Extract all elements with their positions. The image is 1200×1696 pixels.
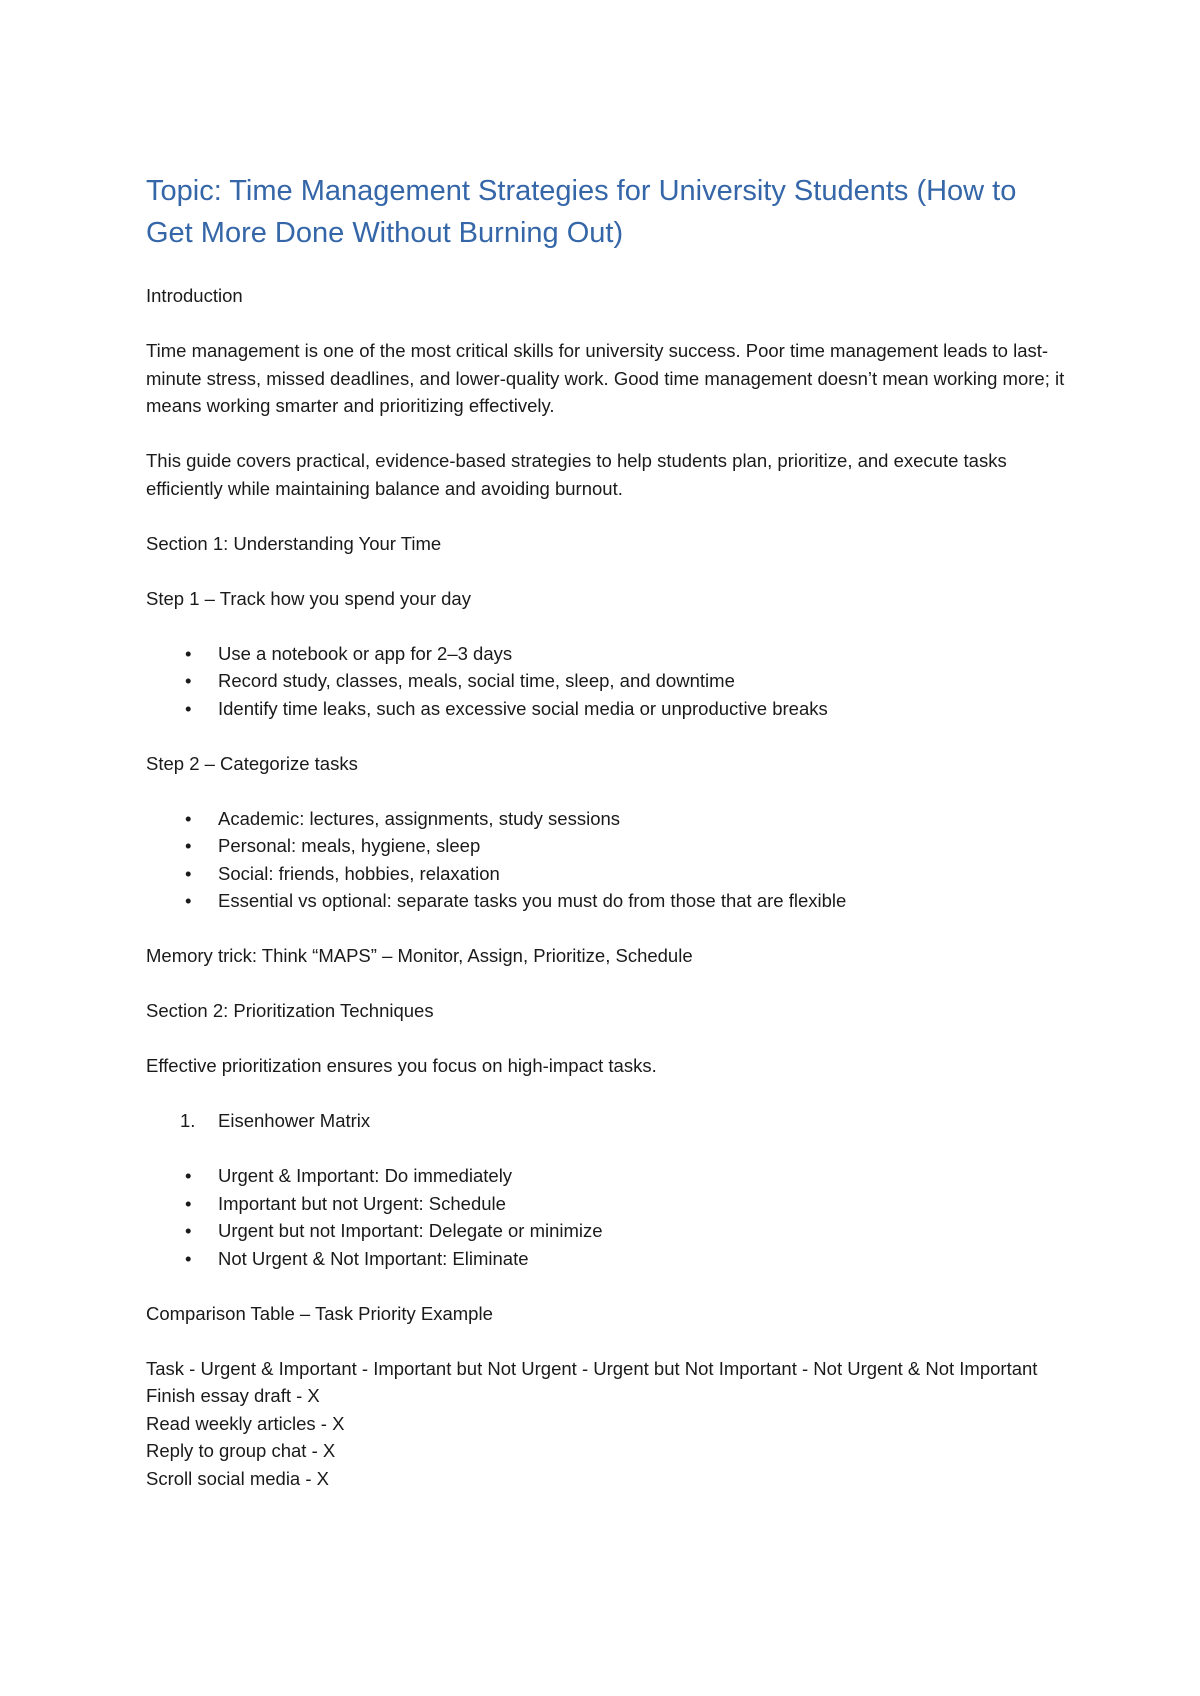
- list-item: • Important but not Urgent: Schedule: [146, 1190, 1066, 1218]
- table-row: Task - Urgent & Important - Important but Not Urgent - Urgent but Not Important - Not Urgent & Not Important: [146, 1357, 1038, 1379]
- list-item: • Personal: meals, hygiene, sleep: [146, 832, 1066, 860]
- intro-heading: Introduction: [146, 285, 243, 306]
- table-row: Scroll social media - X: [146, 1467, 330, 1489]
- table-row: Finish essay draft - X: [146, 1385, 320, 1406]
- bullet-icon: •: [185, 890, 192, 911]
- bullet-icon: •: [185, 642, 192, 664]
- list-item: • Use a notebook or app for 2–3 days: [146, 640, 1066, 668]
- list-item: • Identify time leaks, such as excessive social media or unproductive breaks: [146, 695, 1066, 723]
- eisenhower-list: [146, 1162, 1066, 1272]
- step-2-heading: Step 2 – Categorize tasks: [146, 752, 358, 774]
- memory-trick: Memory trick: Think “MAPS” – Monitor, Assign, Prioritize, Schedule: [146, 945, 693, 966]
- list-item: • Urgent & Important: Do immediately: [146, 1162, 1066, 1190]
- step-1-list: [146, 640, 1066, 723]
- table-row: Read weekly articles - X: [146, 1412, 345, 1434]
- bullet-icon: •: [185, 835, 192, 856]
- comparison-table: [146, 1355, 1066, 1493]
- list-item: • Essential vs optional: separate tasks you must do from those that are flexible: [146, 887, 1066, 915]
- bullet-icon: •: [185, 1220, 192, 1241]
- bullet-icon: •: [185, 1192, 192, 1214]
- comparison-table-heading: Comparison Table – Task Priority Example: [146, 1302, 493, 1324]
- bullet-icon: •: [185, 697, 192, 719]
- bullet-icon: •: [185, 862, 192, 884]
- step-2-list: [146, 805, 1066, 915]
- intro-paragraph-1: Time management is one of the most critical skills for university success. Poor time management leads to last-minute stress, missed deadlines, and lower-quality work. Good time management doesn’t mean working more; it means working smarter and prioritizing effectively.: [146, 340, 1065, 416]
- technique-list: [146, 1107, 1066, 1135]
- bullet-icon: •: [185, 1247, 192, 1269]
- intro-paragraph-2: This guide covers practical, evidence-based strategies to help students plan, prioritize, and execute tasks efficiently while maintaining balance and avoiding burnout.: [146, 450, 1007, 499]
- table-row: Reply to group chat - X: [146, 1440, 336, 1461]
- step-1-heading: Step 1 – Track how you spend your day: [146, 587, 471, 609]
- list-item: • Academic: lectures, assignments, study sessions: [146, 805, 1066, 833]
- list-item: • Not Urgent & Not Important: Eliminate: [146, 1245, 1066, 1273]
- document-title: Topic: Time Management Strategies for University Students (How to Get More Done Without Burning Out): [146, 175, 1017, 249]
- bullet-icon: •: [185, 670, 192, 691]
- list-item: 1. Eisenhower Matrix: [146, 1107, 1066, 1135]
- document-page: [146, 170, 1066, 1492]
- list-item: • Record study, classes, meals, social time, sleep, and downtime: [146, 667, 1066, 695]
- section-2-intro: Effective prioritization ensures you focus on high-impact tasks.: [146, 1055, 657, 1076]
- bullet-icon: •: [185, 1165, 192, 1186]
- section-2-heading: Section 2: Prioritization Techniques: [146, 1000, 434, 1021]
- list-number: 1.: [180, 1110, 196, 1131]
- list-item: • Social: friends, hobbies, relaxation: [146, 860, 1066, 888]
- bullet-icon: •: [185, 807, 192, 829]
- section-1-heading: Section 1: Understanding Your Time: [146, 532, 442, 554]
- list-item: • Urgent but not Important: Delegate or minimize: [146, 1217, 1066, 1245]
